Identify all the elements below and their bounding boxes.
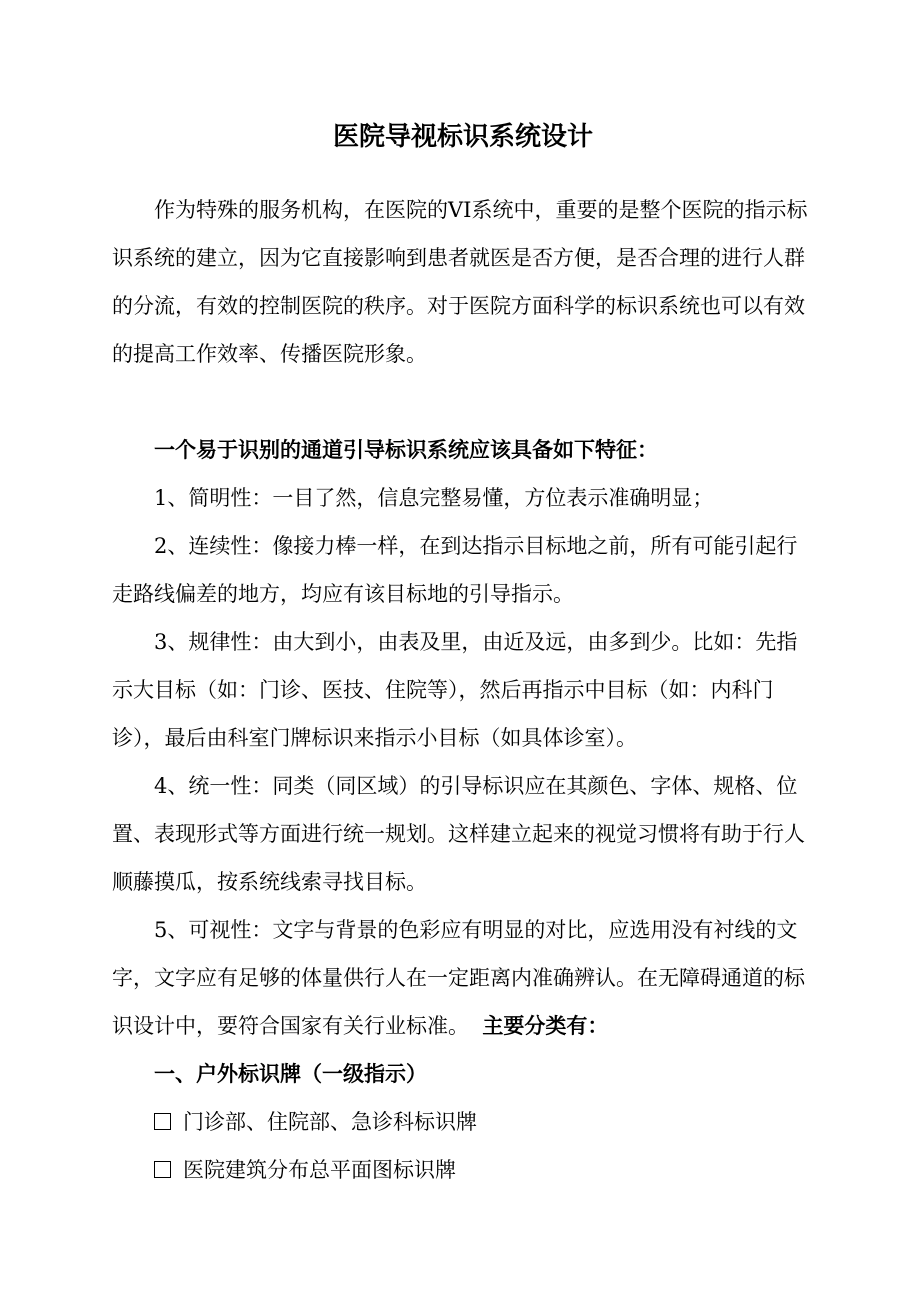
checklist-item xyxy=(154,1146,456,1194)
section-heading: 一、户外标识牌（一级指示） xyxy=(154,1061,427,1086)
checklist-item xyxy=(154,1098,477,1146)
checkbox-icon xyxy=(154,1113,171,1130)
intro-paragraph: 作为特殊的服务机构，在医院的VI系统中，重要的是整个医院的指示标识系统的建立，因为它直接影响到患者就医是否方便，是否合理的进行人群的分流，有效的控制医院的秩序。对于医院方面科学的标识系统也可以有效的提高工作效率、传播医院形象。 xyxy=(112,198,808,366)
feature-item: 2、连续性：像接力棒一样，在到达指示目标地之前，所有可能引起行走路线偏差的地方，均应有该目标地的引导指示。 xyxy=(112,534,798,606)
categories-label: 主要分类有： xyxy=(482,1013,609,1038)
document-title: 医院导视标识系统设计 xyxy=(332,122,593,152)
feature-text: 5、可视性：文字与背景的色彩应有明显的对比，应选用没有衬线的文字，文字应有足够的体量供行人在一定距离内准确辨认。在无障碍通道的标识设计中，要符合国家有关行业标准。 xyxy=(112,918,805,1038)
feature-item: 1、简明性：一目了然，信息完整易懂，方位表示准确明显； xyxy=(154,486,714,510)
checklist-item-label: 医院建筑分布总平面图标识牌 xyxy=(183,1158,456,1182)
features-heading: 一个易于识别的通道引导标识系统应该具备如下特征： xyxy=(154,437,658,462)
feature-item: 4、统一性：同类（同区域）的引导标识应在其颜色、字体、规格、位置、表现形式等方面进行统一规划。这样建立起来的视觉习惯将有助于行人顺藤摸瓜，按系统线索寻找目标。 xyxy=(112,774,805,894)
checklist-item-label: 门诊部、住院部、急诊科标识牌 xyxy=(183,1110,477,1134)
checkbox-icon xyxy=(154,1161,171,1178)
feature-item: 3、规律性：由大到小，由表及里，由近及远，由多到少。比如：先指示大目标（如：门诊、医技、住院等），然后再指示中目标（如：内科门诊），最后由科室门牌标识来指示小目标（如具体诊室）。 xyxy=(112,630,798,750)
feature-item xyxy=(112,906,814,1050)
